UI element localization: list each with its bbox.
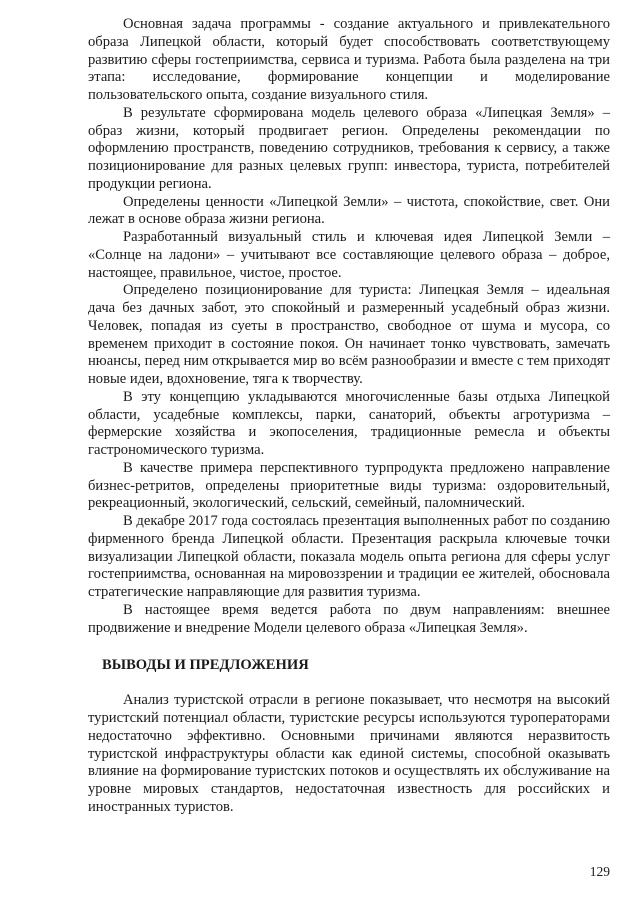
paragraph-positioning: Определено позиционирование для туриста: Липецкая Земля – идеальная дача без дачных забот, это спокойный и размеренный усадебный образ жизни. Человек, попадая из суеты в пространство, свободное от шума и мусора, со временем приходит в состояние покоя. Он начинает тонко чувствовать, замечать нюансы, перед ним открывается мир во всём разнообразии и вместе с тем приходят новые идеи, вдохновение, тяга к творчеству. — [88, 282, 610, 387]
page-number: 129 — [589, 864, 610, 879]
paragraph-tour-product: В качестве примера перспективного турпродукта предложено направление бизнес-ретритов, определены приоритетные виды туризма: оздоровительный, рекреационный, экологический, сельский, семейный, паломнический. — [88, 459, 610, 512]
section-heading: ВЫВОДЫ И ПРЕДЛОЖЕНИЯ — [102, 657, 309, 674]
paragraph-presentation: В декабре 2017 года состоялась презентация выполненных работ по созданию фирменного бренда Липецкой области. Презентация раскрыла ключевые точки визуализации Липецкой области, показала модель опыта региона для сферы услуг гостеприимства, основанная на мировоззрении и традиции ее жителей, обосновала стратегические направляющие для развития туризма. — [88, 513, 610, 600]
paragraph-brand-model: В результате сформирована модель целевого образа «Липецкая Земля» – образ жизни, который продвигает регион. Определены рекомендации по оформлению пространств, поведению сотрудников, требования к сервису, а также позиционирование для разных целевых групп: инвестора, туриста, потребителей продукции региона. — [88, 104, 610, 192]
paragraph-values: Определены ценности «Липецкой Земли» – чистота, спокойствие, свет. Они лежат в основе образа жизни региона. — [88, 193, 610, 228]
paragraph-visual-style: Разработанный визуальный стиль и ключевая идея Липецкой Земли – «Солнце на ладони» – учитывают все составляющие целевого образа – доброе, настоящее, правильное, чистое, простое. — [88, 229, 610, 281]
paragraph-current-work: В настоящее время ведется работа по двум направлениям: внешнее продвижение и внедрение Модели целевого образа «Липецкая Земля». — [88, 601, 610, 636]
document-body — [88, 16, 610, 817]
paragraph-program-goal: Основная задача программы - создание актуального и привлекательного образа Липецкой области, который будет способствовать соответствующему развитию сферы гостеприимства, сервиса и туризма. Работа была разделена на три этапа: исследование, формирование концепции и моделирование пользовательского опыта, создание визуального стиля. — [88, 16, 610, 103]
paragraph-conclusions: Анализ туристской отрасли в регионе показывает, что несмотря на высокий туристский потенциал области, туристские ресурсы используются туроператорами недостаточно эффективно. Основными причинами являются неразвитость туристской инфраструктуры области как единой системы, способной оказывать влияние на формирование туристских потоков и осуществлять их обслуживание на уровне мировых стандартов, недостаточная известность для российских и иностранных туристов. — [88, 692, 610, 815]
paragraph-concept: В эту концепцию укладываются многочисленные базы отдыха Липецкой области, усадебные комплексы, парки, санаторий, объекты агротуризма – фермерские хозяйства и экопоселения, традиционные ремесла и объекты гастрономического туризма. — [88, 388, 610, 458]
